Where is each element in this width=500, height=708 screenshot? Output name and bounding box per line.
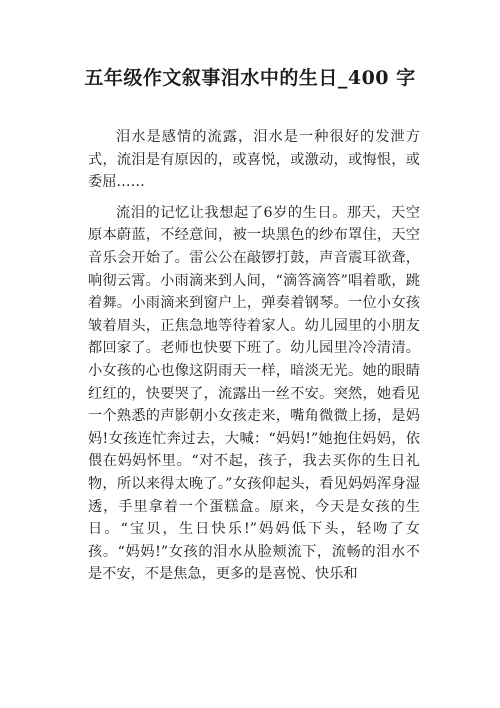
document-title: 五年级作文叙事泪水中的生日_400 字 <box>84 67 416 89</box>
paragraph-intro: 泪水是感情的流露，泪水是一种很好的发泄方式，流泪是有原因的，或喜悦，或激动，或悔恨，或委屈…… <box>88 129 420 191</box>
document-body <box>88 126 420 594</box>
paragraph-memory: 流泪的记忆让我想起了6岁的生日。那天，天空原本蔚蓝，不经意间，被一块黑色的纱布罩住，天空音乐会开始了。雷公公在敲锣打鼓，声音震耳欲聋，响彻云霄。小雨滴来到人间，“滴答滴答”唱着歌，跳着舞。小雨滴来到窗户上，弹奏着钢琴。一位小女孩皱着眉头，正焦急地等待着家人。幼儿园里的小朋友都回家了。老师也快要下班了。幼儿园里冷冷清清。小女孩的心也像这阴雨天一样，暗淡无光。她的眼睛红红的，快要哭了，流露出一丝不安。突然，她看见一个熟悉的声影朝小女孩走来，嘴角微微上扬，是妈妈!女孩连忙奔过去，大喊：“妈妈!”她抱住妈妈，依偎在妈妈怀里。“对不起，孩子，我去买你的生日礼物，所以来得太晚了。”女孩仰起头，看见妈妈浑身湿透，手里拿着一个蛋糕盒。原来，今天是女孩的生日。“宝贝，生日快乐!”妈妈低下头，轻吻了女孩。“妈妈!”女孩的泪水从脸颊流下，流畅的泪水不是不安，不是焦急，更多的是喜悦、快乐和 <box>88 204 420 583</box>
